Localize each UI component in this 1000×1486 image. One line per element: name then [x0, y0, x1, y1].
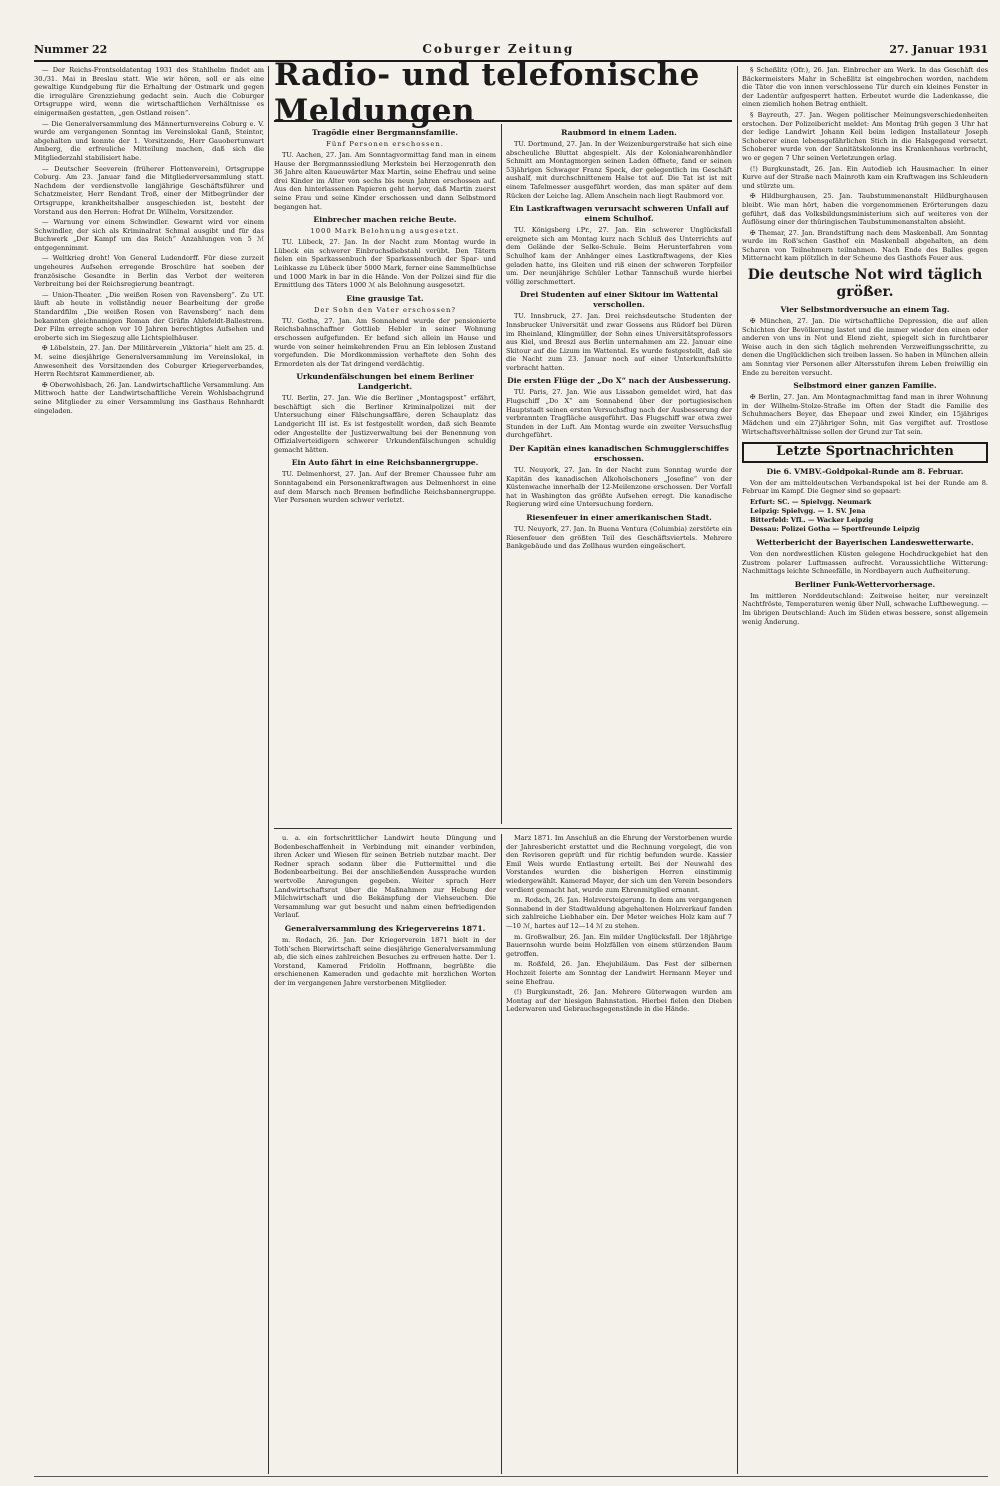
article-text: TU. Königsberg i.Pr., 27. Jan. Ein schwerer Unglücksfall ereignete sich am Montag kurz nach Schluß des Unterrichts auf dem Gelände der Selke-Schule. Beim Herunterfahren vom Schulhof kam der Anhänger eines Lastkraftwagens, der Kies geladen hatte, ins Gleiten und riß einen der schweren Torpfeiler um. Der neunjährige Schüler Lothar Tannschuß wurde hierbei völlig zerschmettert.: [506, 226, 732, 286]
article-text: ✠ Berlin, 27. Jan. Am Montagnachmittag fand man in ihrer Wohnung in der Wilhelm-Stolze-Straße im Often der Stadt die Familie des Schuhmachers Beyer, das Ehepaar und zwei Kinder, ein 15jähriges Mädchen und ein 27jähriger Sohn, mit Gas vergiftet auf. Trostlose Wirtschaftsverhältnisse sollen der Grund zur Tat sein.: [742, 393, 988, 436]
news-item: ✠ Löbelstein, 27. Jan. Der Militärverein „Viktoria“ hielt am 25. d. M. seine diesjährige Generalversammlung im Vereinslokal, in Anwesenheit des Vorsitzenden des Coburger Kriegerverbandes, Herrn Rechtsrat Kammerdiener, ab.: [34, 344, 264, 379]
article-heading: Tragödie einer Bergmannsfamilie.: [312, 128, 458, 137]
column-right: [742, 66, 988, 1474]
article-heading: Selbstmord einer ganzen Familie.: [793, 381, 937, 391]
article-text: m. Rodach, 26. Jan. Holzversteigerung. In dem am vergangenen Sonnabend in der Stadtwaldung abgehaltenen Holzverkauf fanden sich zahlreiche Liebhaber ein. Der Meter weiches Holz kam auf 7—10 ℳ, hartes auf 12—14 ℳ zu stehen.: [506, 896, 732, 930]
column-divider: [737, 66, 738, 1474]
article-heading: Urkundenfälschungen bei einem Berliner Landgericht.: [296, 372, 474, 392]
sport-text: Von der am mitteldeutschen Verbandspokal ist bei der Runde am 8. Februar im Kampf. Die Gegner sind so gepaart:: [742, 478, 988, 496]
sport-subheading: Die 6. VMBV.-Goldpokal-Runde am 8. Februar.: [766, 466, 964, 476]
news-item: — Weltkrieg droht! Von General Ludendorff. Für diese zurzeit ungeheures Aufsehen erregende Broschüre hat soeben der französische Gesandte in Berlin das Verbot der weiteren Verbreitung bei der Reichsregierung beantragt.: [34, 254, 264, 289]
news-item: — Deutscher Seeverein (früherer Flottenverein), Ortsgruppe Coburg. Am 23. Januar fand die Mitgliederversammlung statt. Nachdem der verdienstvolle langjährige Geschäftsführer und Schatzmeister, Herr Rendant Troß, einer der Mitbegründer der Ortsgruppe, krankheitshalber ausgeschieden ist, besteht der Vorstand aus den Herren: Hofrat Dr. Wilhelm, Vorsitzender.: [34, 164, 264, 216]
issue-number: Nummer 22: [34, 42, 108, 56]
weather-heading: Wetterbericht der Bayerischen Landeswetterwarte.: [756, 537, 974, 547]
article-text: Marz 1871. Im Anschluß an die Ehrung der Verstorbenen wurde der Jahresbericht erstattet und die Rechnung vorgelegt, die von den Revisoren geprüft und für richtig befunden wurde. Kassier Emil Weis wurde Entlastung erteilt. Bei der Neuwahl des Vorstandes wurden die bisherigen Herren einstimmig wiedergewählt. Kamerad Mayer, der sich um den Verein besonders verdient gemacht hat, wurde zum Ehrenmitglied ernannt.: [506, 834, 732, 894]
news-item: ✠ Oberwohlsbach, 26. Jan. Landwirtschaftliche Versammlung. Am Mittwoch hatte der Landwirtschaftliche Verein Wohlsbachgrund seine Mitglieder zu einer Versammlung ins Gasthaus Rehnhardt eingeladen.: [34, 380, 264, 415]
fixture-row: Erfurt: SC. — Spielvgg. Neumark: [750, 497, 872, 506]
article-text: m. Roßfeld, 26. Jan. Ehejubiläum. Das Fest der silbernen Hochzeit feierte am Sonntag der Landwirt Hermann Meyer und seine Ehefrau.: [506, 960, 732, 986]
sport-heading-box: Letzte Sportnachrichten: [742, 442, 988, 463]
news-item: — Union-Theater. „Die weißen Rosen von Ravensberg“. Zu UT. läuft ab heute in vollständig neuer Bearbeitung der große Standardfilm „Die weißen Rosen von Ravensberg“ nach dem bekannten gleichnamigen Roman der Gräfin Ahlefeldt-Ballestrem. Der Film erregte schon vor 10 Jahren berechtigtes Aufsehen und eroberte sich im Siegeszug alle Lichtspielhäuser.: [34, 290, 264, 342]
article-text: TU. Neuyork, 27. Jan. In Buena Ventura (Columbia) zerstörte ein Riesenfeuer den größten Teil des Geschäftsviertels. Mehrere Bankgebäude und das Zollhaus wurden eingeäschert.: [506, 525, 732, 551]
article-subheading: 1000 Mark Belohnung ausgesetzt.: [310, 227, 460, 236]
funk-weather-text: Im mittleren Norddeutschland: Zeitweise heiter, nur vereinzelt Nachtfröste, Temperaturen wenig über Null, schwache Luftbewegung. — Im übrigen Deutschland: Auch im Süden etwas bessere, sonst allgemein wenig Änderung.: [742, 591, 988, 626]
feature-text: ✠ München, 27. Jan. Die wirtschaftliche Depression, die auf allen Schichten der Bevölkerung lastet und die immer wieder den einen oder anderen von uns in Not und Elend zieht, spiegelt sich in furchtbarer Weise auch in den sich täglich mehrenden Verzweiflungsschritte, zu denen die Unglücklichen sich treiben lassen. So haben in München allein am Sonntag vier Personen aller Altersstufen ihrem Leben freiwillig ein Ende zu bereiten versucht.: [742, 317, 988, 377]
article-heading: Ein Auto fährt in eine Reichsbannergruppe.: [291, 458, 479, 468]
column-bottom-left: [274, 834, 496, 1474]
article-heading: Generalversammlung des Kriegervereins 1871.: [284, 923, 486, 933]
article-text: TU. Lübeck, 27. Jan. In der Nacht zum Montag wurde in Lübeck ein schwerer Einbruchsdiebstahl verübt. Den Tätern fielen ein Sparkassenbuch der Sparkassenbuch der Spar- und Leihkasse zu Lübeck über 5000 Mark, ferner eine Sammelbüchse und 1000 Mark in bar in die Hände. Von der Polizei sind für die Ermittlung des Täters 1000 ℳ als Belohnung ausgesetzt.: [274, 238, 496, 290]
article-text: TU. Neuyork, 27. Jan. In der Nacht zum Sonntag wurde der Kapitän des kanadischen Alkoholschoners „Josefine“ von der Küstenwache innerhalb der 12-Meilenzone erschossen. Der Vorfall hat in Washington das größte Aufsehen erregt. Die kanadische Regierung wird eine Untersuchung fordern.: [506, 466, 732, 509]
article-heading: Der Kapitän eines kanadischen Schmugglerschiffes erschossen.: [509, 444, 729, 464]
article-text: m. Großwalbur, 26. Jan. Ein milder Unglücksfall. Der 18jährige Bauernsohn wurde beim Holzfällen von einem stürzenden Baum getroffen.: [506, 932, 732, 958]
column-divider: [268, 66, 269, 1474]
fixture-list: [750, 498, 988, 534]
news-item: ✠ Hildburghausen, 25. Jan. Taubstummenanstalt Hildburghausen bleibt. Wie man hört, haben die vorgenommenen Erörterungen dazu geführt, daß das Volksbildungsministerium sich auf weiteres von der Auflösung einer der thüringischen Taubstummenanstalten absieht.: [742, 192, 988, 227]
bottom-rule: [34, 1476, 988, 1477]
funk-weather-heading: Berliner Funk-Wettervorhersage.: [794, 579, 936, 589]
column-left: [34, 66, 264, 1474]
column-divider: [501, 834, 502, 1474]
article-text: TU. Gotha, 27. Jan. Am Sonnabend wurde der pensionierte Reichsbahnschaffner Gottlieb Hebler in seiner Wohnung erschossen aufgefunden. Er befand sich allein im Hause und wurde von seiner heimkehrenden Frau an Ein leblosen Zustand vorgefunden. Die Mordkommission verhaftete den Sohn des Ermordeten als der Tat dringend verdächtig.: [274, 316, 496, 368]
news-item: § Scheßlitz (Ofr.), 26. Jan. Einbrecher am Werk. In das Geschäft des Bäckermeisters Mahr in Scheßlitz ist eingebrochen worden, nachdem die Täter die von innen verschlossene Tür durch ein kleines Fenster in der Ladentür aufgesperrt hatten. Erbeutet wurde die Ladenkasse, die einen ziemlich hohen Betrag enthielt.: [742, 66, 988, 109]
article-text: (!) Burgkunstadt, 26. Jan. Mehrere Güterwagen wurden am Montag auf der hiesigen Bahnstation. Hierbei fielen den Dieben Lederwaren und Gebrauchsgegenstände in die Hände.: [506, 988, 732, 1014]
center-headline-box: [274, 57, 732, 129]
article-heading: Ein Lastkraftwagen verursacht schweren Unfall auf einem Schulhof.: [509, 204, 729, 224]
article-text: TU. Aachen, 27. Jan. Am Sonntagvormittag fand man in einem Hause der Bergmannssiedlung Merkstein bei Herzogenrath den 36 Jahre alten Kaueuwärter Max Martin, seine Ehefrau und seine drei Kinder im Alter von sechs bis neun Jahren erschossen auf. Aus den hinterlassenen Papieren geht hervor, daß Martin zuerst seine Frau und seine Kinder erschossen und dann Selbstmord begangen hat.: [274, 151, 496, 211]
column-center-right: [506, 124, 732, 824]
news-item: § Bayreuth, 27. Jan. Wegen politischer Meinungsverschiedenheiten erstochen. Der Polizeibericht meldet: Am Montag früh gegen 3 Uhr hat der ledige Landwirt Johann Keil beim ledigen Installateur Joseph Schoberer einen lebensgefährlichen Stich in die Halsgegend versetzt. Schoberer wurde von der Sanitätskolonne ins Krankenhaus verbracht, wo er gegen 7 Uhr seinen Verletzungen erlag.: [742, 110, 988, 162]
issue-date: 27. Januar 1931: [889, 42, 988, 56]
fixture-row: Leipzig: Spielvgg. — 1. SV. Jena: [750, 506, 866, 515]
fixture-row: Bitterfeld: VfL. — Wacker Leipzig: [750, 515, 874, 524]
news-item: — Warnung vor einem Schwindler. Gewarnt wird vor einem Schwindler, der sich als Kriminalrat Schmal ausgibt und für das Buchwerk „Der Kampf um das Reich“ Anzahlungen von 5 ℳ entgegennimmt.: [34, 218, 264, 252]
article-heading: Einbrecher machen reiche Beute.: [313, 215, 457, 225]
article-text: TU. Berlin, 27. Jan. Wie die Berliner „Montagspost“ erfährt, beschäftigt sich die Berliner Kriminalpolizei mit der Untersuchung einer Fälschungsaffäre, deren Schauplatz das Landgericht III ist. Es ist festgestellt worden, daß sich Beamte oder Angestellte der Justizverwaltung bei der Benennung von Offizialverteidigern schwerer Urkundenfälschungen schuldig gemacht hätten.: [274, 394, 496, 454]
article-text: TU. Innsbruck, 27. Jan. Drei reichsdeutsche Studenten der Innsbrucker Universität und zwar Gossens aus Rüdorf bei Düren im Rheinland, Klingmüller, der Sohn eines Universitätsprofessors aus Kiel, und Breszl aus Berlin unternahmen am 22. Januar eine Skitour auf die Lizum im Wattental. Es wurde festgestellt, daß sie die Nacht zum 23. Januar noch auf einer Unterkunftshütte verbracht hatten.: [506, 312, 732, 372]
weather-text: Von den nordwestlichen Küsten gelegene Hochdruckgebiet hat den Zustrom polarer Luftmassen aufrecht. Voraussichtliche Witterung: Nachmittags leichte Schneefälle, in Nordbayern auch Aufheiterung.: [742, 549, 988, 576]
article-text: TU. Paris, 27. Jan. Wie aus Lissabon gemeldet wird, hat das Flugschiff „Do X“ am Sonnabend über der portugiesischen Hauptstadt seinen ersten Versuchsflug nach der Ausbesserung der verbrannten Tragfläche ausgeführt. Das Flugschiff war etwa zwei Stunden in der Luft. Am Montag wurde ein zweiter Versuchsflug durchgeführt.: [506, 388, 732, 440]
feature-heading: Die deutsche Not wird täglich größer.: [747, 267, 983, 301]
column-center-left: [274, 124, 496, 824]
article-heading: Die ersten Flüge der „Do X“ nach der Ausbesserung.: [507, 376, 731, 386]
article-heading: Drei Studenten auf einer Skitour im Wattental verschollen.: [519, 290, 719, 310]
newspaper-title: Coburger Zeitung: [422, 42, 575, 56]
article-text: m. Rodach, 26. Jan. Der Kriegerverein 1871 hielt in der Toth'schen Bierwirtschaft seine diesjährige Generalversammlung ab, die sich eines zahlreichen Besuches zu erfreuen hatte. Der 1. Vorstand, Kamerad Fridolin Hoffmann, begrüßte die erschienenen Kameraden und gedachte mit herzlichen Worten der im vergangenen Jahre verstorbenen Mitglieder.: [274, 935, 496, 987]
news-item: — Die Generalversammlung des Männerturnvereins Coburg e. V. wurde am vergangenen Sonntag im Vereinslokal Ganß, Steintor, abgehalten und konnte der 1. Vorsitzende, Herr Gauobertunwart Amberg, die erfreuliche Mitteilung machen, daß sich die Mitgliederzahl stabilisiert habe.: [34, 119, 264, 162]
news-item: (!) Burgkunstadt, 26. Jan. Ein Autodieb ich Hausmacher. In einer Kurve auf der Straße nach Mainroth kam ein Kraftwagen ins Schleudern und stürzte um.: [742, 164, 988, 190]
feature-subheading: Vier Selbstmordversuche an einem Tag.: [780, 305, 950, 315]
news-item: — Der Reichs-Frontsoldatentag 1931 des Stahlhelm findet am 30./31. Mai in Breslau statt. Wie wir hören, soll er als eine gewaltige Kundgebung für die Erhaltung der Ostmark und gegen die irreguläre Grenzziehung gedacht sein. Auch die Coburger Ortsgruppe wird, wenn die wirtschaftlichen Verhältnisse es einigermaßen gestatten, „gen Ostland reisen“.: [34, 66, 264, 117]
column-bottom-right: [506, 834, 732, 1474]
article-heading: Raubmord in einem Laden.: [561, 128, 677, 137]
fixture-row: Dessau: Polizei Gotha — Sportfreunde Leipzig: [750, 524, 920, 533]
column-divider: [501, 124, 502, 824]
article-subheading: Fünf Personen erschossen.: [326, 140, 444, 148]
article-heading: Eine grausige Tat.: [346, 293, 424, 303]
article-heading: Riesenfeuer in einer amerikanischen Stadt.: [526, 513, 712, 522]
center-headline: Radio- und telefonische Meldungen: [274, 57, 700, 129]
news-item: ✠ Themar, 27. Jan. Brandstiftung nach dem Maskenball. Am Sonntag wurde im Roß'schen Gasthof ein Maskenball abgehalten, an dem Scharen von Teilnehmern teilnahmen. Nach Ende des Balles gegen Mitternacht kam plötzlich in der Scheune des Gasthofs Feuer aus.: [742, 228, 988, 263]
article-text: TU. Delmenhorst, 27. Jan. Auf der Bremer Chaussee fuhr am Sonntagabend ein Personenkraftwagen aus Delmenhorst in eine auf dem Marsch nach Bremen befindliche Reichsbannergruppe. Vier Personen wurden schwer verletzt.: [274, 470, 496, 505]
section-rule: [274, 828, 732, 829]
article-subheading: Der Sohn den Vater erschossen?: [313, 305, 456, 314]
article-text: u. a. ein fortschrittlicher Landwirt heute Düngung und Bodenbeschaffenheit in Verbindung mit einander verbinden, ihren Acker und Wiesen für seinen Betrieb nutzbar macht. Der Redner sprach sodann über die Futtermittel und die Bodenbearbeitung. Bei der anschließenden Aussprache wurden wertvolle Anregungen gegeben. Weiter sprach Herr Landwirtschaftsrat über die Maßnahmen zur Hebung der Milchwirtschaft und die Bekämpfung der Viehseuchen. Die Versammlung war gut besucht und nahm einen befriedigenden Verlauf.: [274, 834, 496, 920]
article-text: TU. Dortmund, 27. Jan. In der Weizenburgerstraße hat sich eine abscheuliche Bluttat abgespielt. Als der Kolonialwarenhändler Schmitt am Montagmorgen seinen Laden öffnete, fand er seinen 53jährigen Schwager Franz Speck, der gelegentlich im Geschäft aushalf, mit durchschnittenem Halse tot auf. Die Tat ist ist mit einem Tafelmesser ausgeführt worden, das man später auf dem Rücken der Leiche lag. Allem Anschein nach liegt Raubmord vor.: [506, 140, 732, 200]
